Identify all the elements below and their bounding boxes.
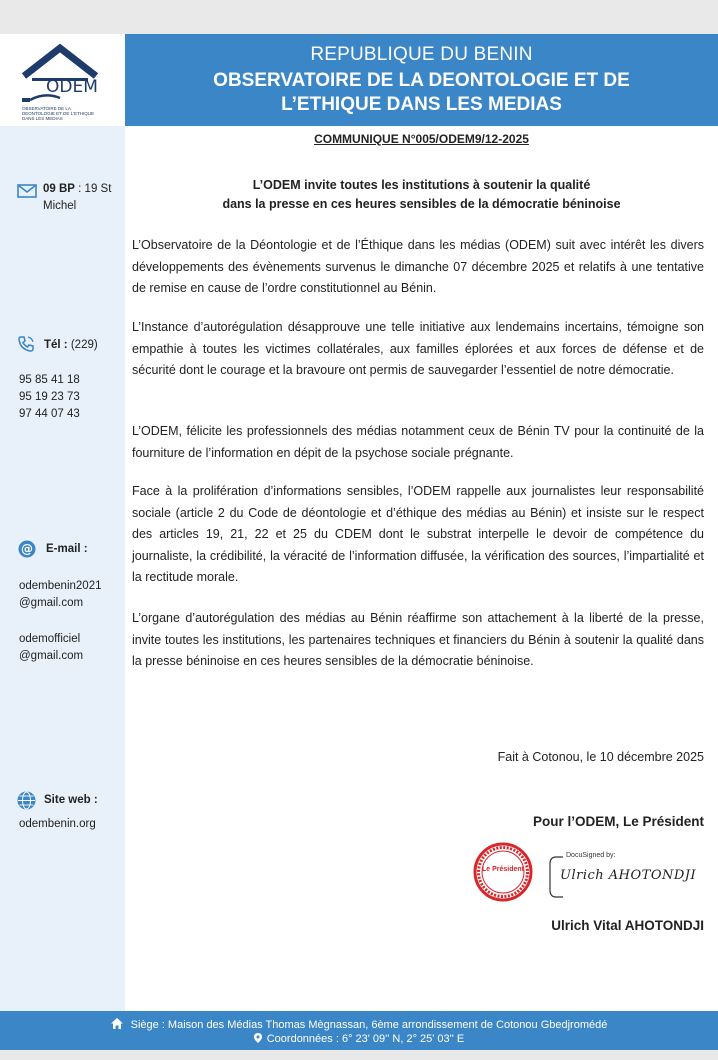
address-line-1 bbox=[43, 181, 111, 198]
org-title-line-2: L’ETHIQUE DANS LES MEDIAS bbox=[281, 94, 562, 115]
paragraph-5: L’organe d’autorégulation des médias au Bénin réaffirme son attachement à la liberté de la presse, invite toutes les institutions, les partenaires techniques et financiers du Bénin à soutenir la qualité dans la presse béninoise en ces heures sensibles de la démocratie béninoise. bbox=[132, 611, 704, 668]
envelope-icon bbox=[17, 184, 37, 198]
address-line-2: Michel bbox=[43, 200, 77, 212]
at-sign-icon bbox=[18, 540, 36, 558]
paragraph-3: L’ODEM, félicite les professionnels des médias notamment ceux de Bénin TV pour la continuité de la fourniture de l’information en dépit de la psychose sociale prégnante. bbox=[132, 424, 704, 460]
paragraph-1: L’Observatoire de la Déontologie et de l’Éthique dans les médias (ODEM) suit avec intérêt les divers développements des évènements survenus le dimanche 07 décembre 2025 et relatifs à une tentative de remise en cause de l’ordre constitutionnel au Bénin. bbox=[132, 238, 704, 295]
docusigned-label: DocuSigned by: bbox=[566, 852, 616, 859]
logo-text: ODEM bbox=[46, 77, 98, 97]
communique-number: COMMUNIQUE N°005/ODEM9/12-2025 bbox=[314, 132, 529, 146]
phone-icon bbox=[17, 335, 35, 353]
signatory-name: Ulrich Vital AHOTONDJI bbox=[551, 918, 704, 933]
phone-1: 95 85 41 18 bbox=[19, 374, 80, 386]
footer-seat-line bbox=[0, 1018, 718, 1031]
home-icon bbox=[111, 1018, 123, 1029]
logo-subtitle: OBSERVATOIRE DE LA DEONTOLOGIE ET DE L'ETHIQUE DANS LES MEDIAS bbox=[22, 106, 94, 121]
handwritten-signature: Ulrich AHOTONDJI bbox=[560, 868, 697, 883]
phone-3: 97 44 07 43 bbox=[19, 408, 80, 420]
tel-line bbox=[44, 337, 98, 354]
paragraph-2: L’Instance d’autorégulation désapprouve une telle initiative aux lendemains incertains, témoigne son empathie à toutes les victimes collatérales, aux familles éplorées et aux forces de défense et de sécurité dont le courage et la bravoure ont permis de sauvegarder l’essentiel de notre démocratie. bbox=[132, 320, 704, 377]
email-1-user: odembenin2021 bbox=[19, 580, 102, 592]
paragraph-4: Face à la prolifération d’informations sensibles, l’ODEM rappelle aux journalistes leur responsabilité sociale (article 2 du Code de déontologie et d’éthique des médias au Bénin) et insiste sur le respect des articles 19, 21, 22 et 25 du CDEM dont le substrat interpelle le devoir de compétence du journaliste, la crédibilité, la véracité de l’information diffusée, la vérification des sources, l’impartialité et la rectitude morale. bbox=[132, 484, 704, 584]
email-2-domain: @gmail.com bbox=[19, 650, 84, 662]
document-page bbox=[0, 34, 718, 1050]
email-label: E-mail : bbox=[46, 543, 88, 555]
globe-icon bbox=[17, 791, 36, 810]
signatory-title: Pour l’ODEM, Le Président bbox=[532, 814, 704, 829]
address-bp: 09 BP bbox=[43, 183, 75, 195]
email-2-user: odemofficiel bbox=[19, 633, 81, 645]
header-banner bbox=[125, 34, 718, 126]
official-stamp bbox=[473, 842, 533, 902]
headline bbox=[125, 176, 718, 214]
odem-logo bbox=[0, 34, 125, 126]
footer-coords-line bbox=[0, 1033, 718, 1045]
site-label: Site web : bbox=[44, 794, 98, 806]
docusign-box bbox=[548, 852, 698, 896]
footer-coords: Coordonnées : 6° 23' 09'' N, 2° 25' 03'' E bbox=[266, 1033, 465, 1045]
republic-title: REPUBLIQUE DU BENIN bbox=[310, 44, 533, 65]
address-number: : 19 St bbox=[74, 183, 112, 195]
svg-text:@: @ bbox=[21, 542, 33, 556]
place-date: Fait à Cotonou, le 10 décembre 2025 bbox=[497, 750, 704, 764]
contact-sidebar bbox=[0, 126, 125, 1011]
headline-line-1: L’ODEM invite toutes les institutions à soutenir la qualité bbox=[252, 178, 591, 192]
tel-label: Tél : bbox=[44, 339, 71, 351]
footer-seat: Siège : Maison des Médias Thomas Mègnassan, 6ème arrondissement de Cotonou Gbedjromédé bbox=[130, 1019, 608, 1031]
phone-2: 95 19 23 73 bbox=[19, 391, 80, 403]
org-title-line-1: OBSERVATOIRE DE LA DEONTOLOGIE ET DE bbox=[213, 70, 630, 91]
footer bbox=[0, 1011, 718, 1050]
tel-code: (229) bbox=[70, 339, 98, 351]
location-pin-icon bbox=[254, 1033, 262, 1043]
headline-line-2: dans la presse en ces heures sensibles de la démocratie béninoise bbox=[222, 197, 621, 211]
stamp-text: Le Président bbox=[481, 866, 524, 873]
site-url[interactable]: odembenin.org bbox=[19, 818, 96, 830]
email-1-domain: @gmail.com bbox=[19, 597, 84, 609]
